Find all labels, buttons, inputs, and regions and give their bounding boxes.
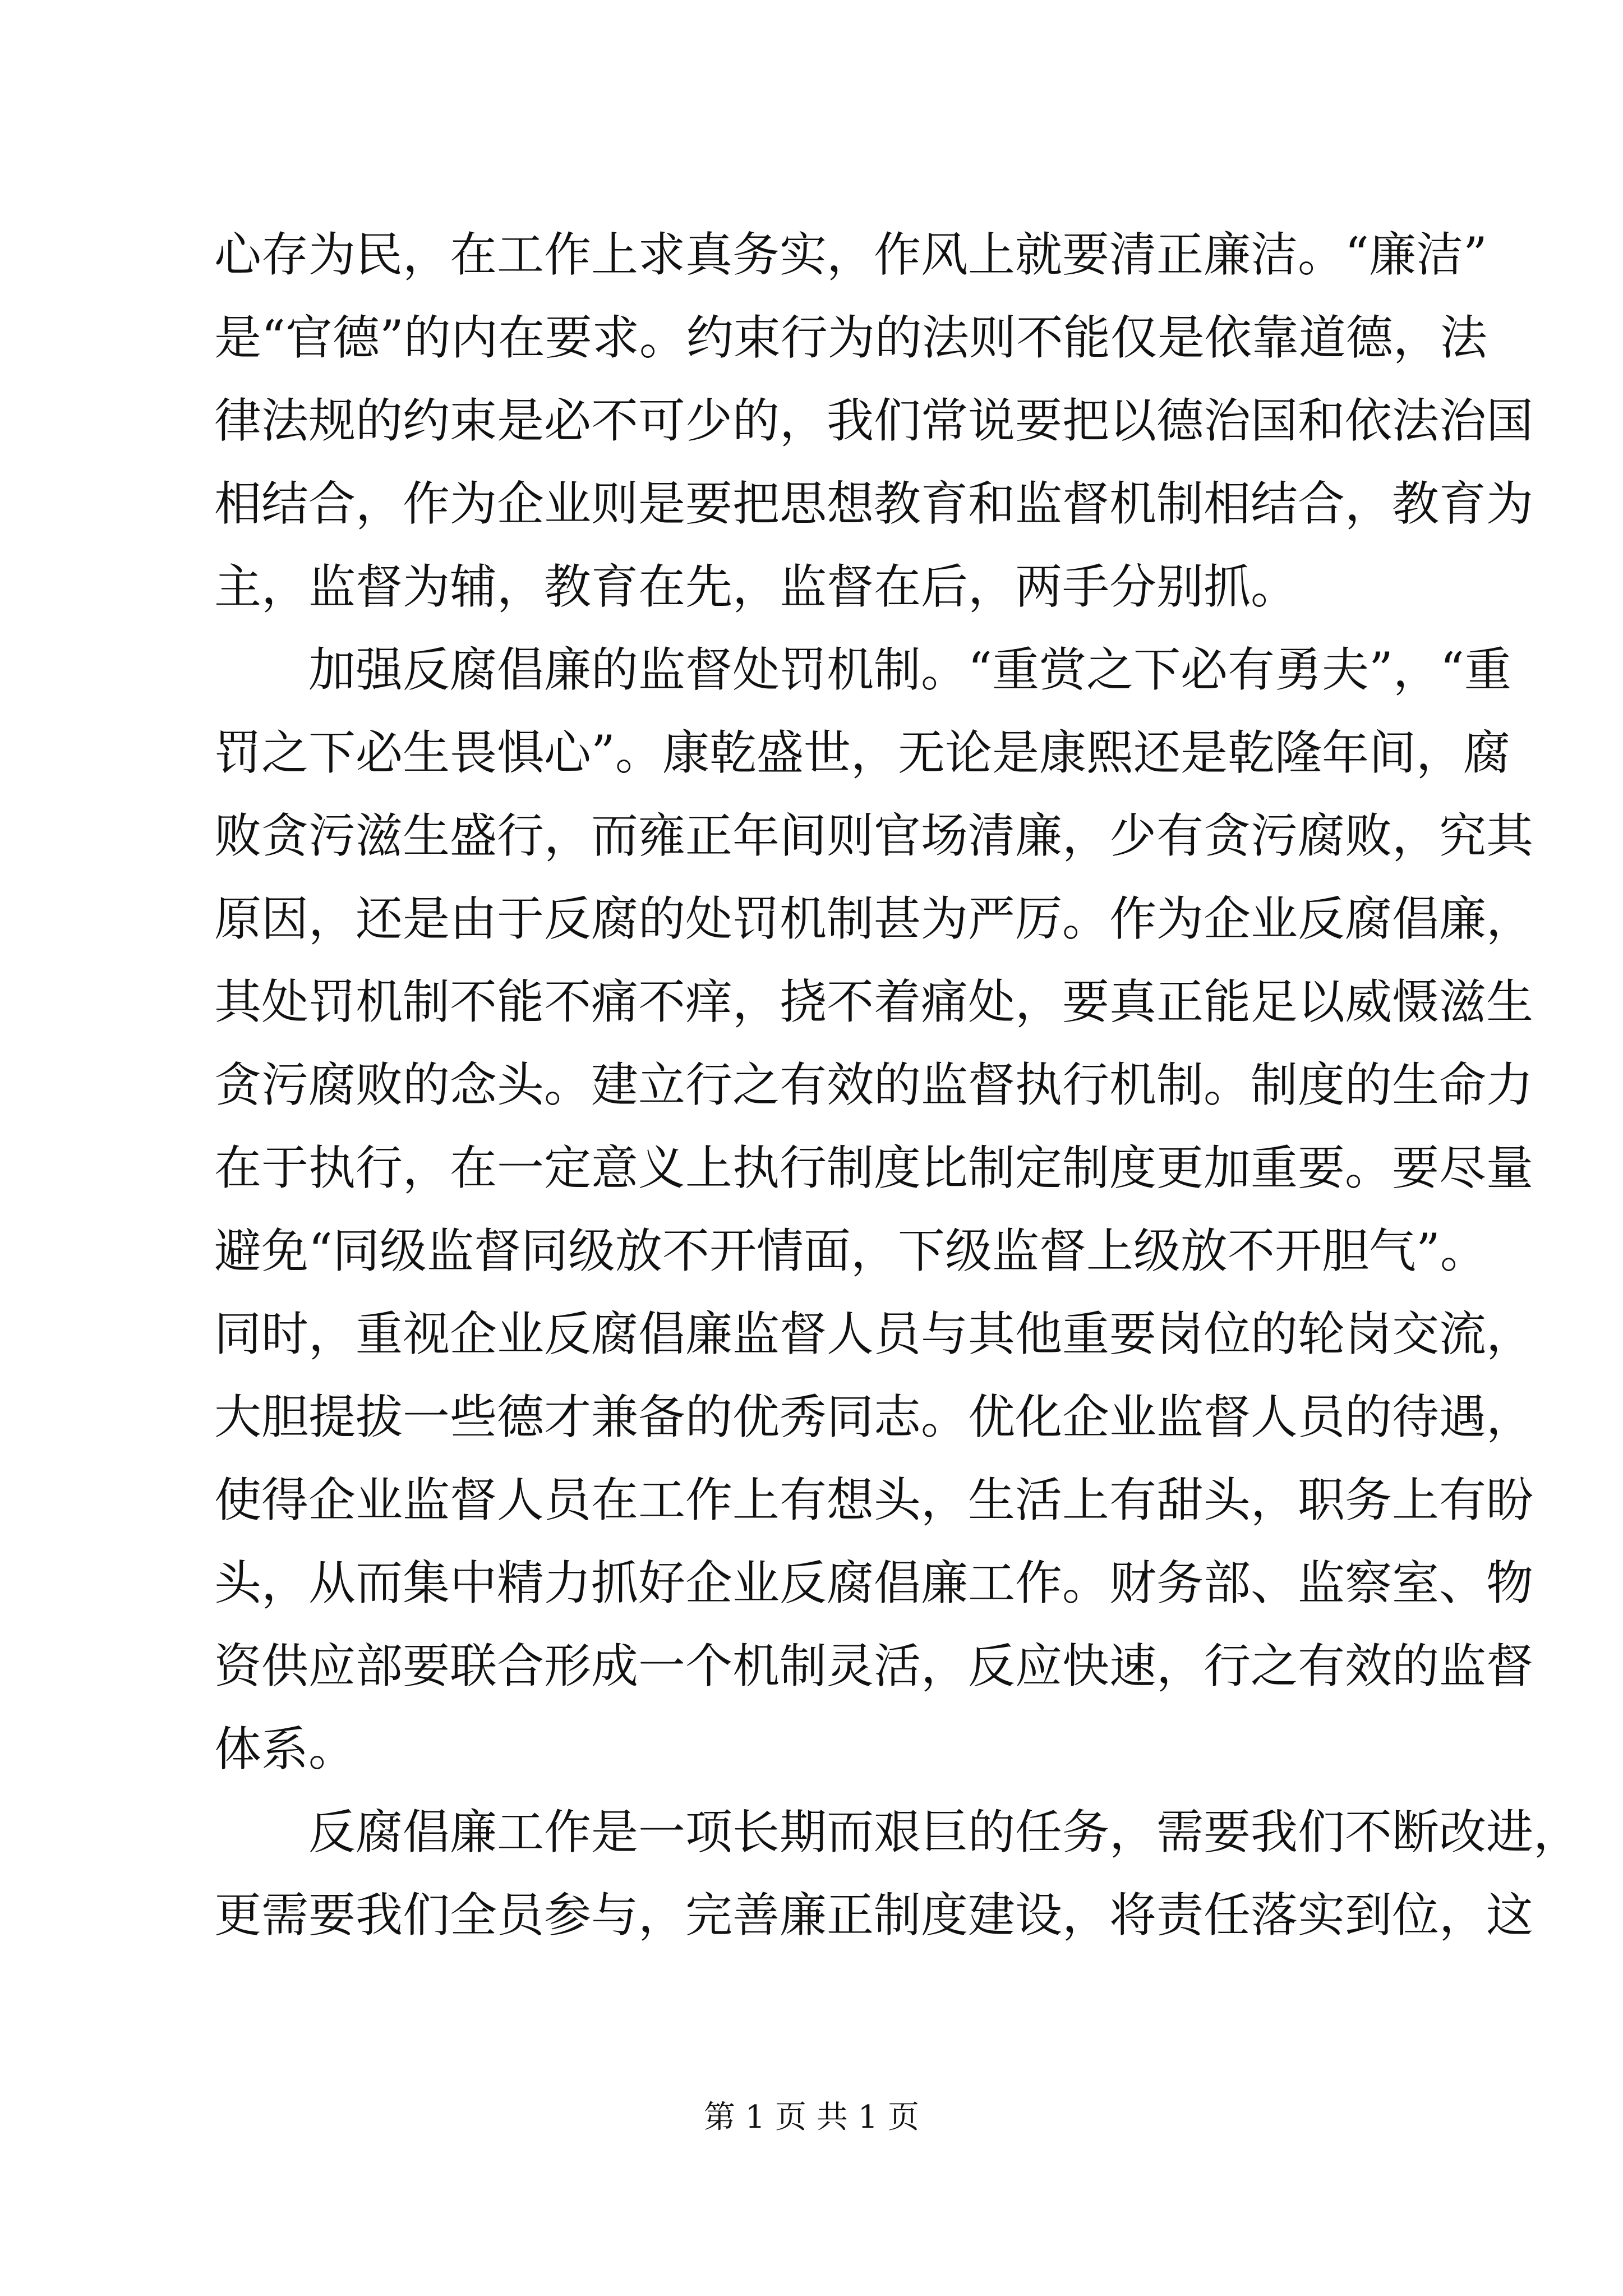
paragraph-2-line-2: 罚之下必生畏惧心”。康乾盛世，无论是康熙还是乾隆年间，腐 — [214, 725, 1510, 780]
paragraph-2-line-7: 在于执行，在一定意义上执行制度比制定制度更加重要。要尽量 — [214, 1140, 1534, 1195]
paragraph-3-line-2: 更需要我们全员参与，完善廉正制度建设，将责任落实到位，这 — [214, 1888, 1534, 1943]
paragraph-2-line-8: 避免“同级监督同级放不开情面，下级监督上级放不开胆气”。 — [214, 1223, 1487, 1278]
paragraph-1-line-5: 主，监督为辅，教育在先，监督在后，两手分别抓。 — [214, 559, 1298, 614]
paragraph-2-line-12: 头，从而集中精力抓好企业反腐倡廉工作。财务部、监察室、物 — [214, 1556, 1534, 1611]
paragraph-2-line-13: 资供应部要联合形成一个机制灵活，反应快速，行之有效的监督 — [214, 1639, 1534, 1694]
paragraph-1-line-4: 相结合，作为企业则是要把思想教育和监督机制相结合，教育为 — [214, 476, 1534, 531]
paragraph-3-line-1: 反腐倡廉工作是一项长期而艰巨的任务，需要我们不断改进， — [308, 1805, 1581, 1860]
paragraph-2-line-6: 贪污腐败的念头。建立行之有效的监督执行机制。制度的生命力 — [214, 1057, 1534, 1112]
paragraph-2-line-1: 加强反腐倡廉的监督处罚机制。“重赏之下必有勇夫”，“重 — [308, 642, 1511, 697]
paragraph-2-line-5: 其处罚机制不能不痛不痒，挠不着痛处，要真正能足以威慑滋生 — [214, 974, 1534, 1029]
paragraph-2-line-3: 败贪污滋生盛行，而雍正年间则官场清廉，少有贪污腐败，究其 — [214, 808, 1534, 863]
paragraph-2-line-14: 体系。 — [214, 1722, 356, 1777]
page-number-footer: 第 1 页 共 1 页 — [703, 2099, 920, 2136]
paragraph-1-line-2: 是“官德”的内在要求。约束行为的法则不能仅是依靠道德，法 — [214, 310, 1487, 365]
paragraph-2-line-11: 使得企业监督人员在工作上有想头，生活上有甜头，职务上有盼 — [214, 1473, 1534, 1527]
paragraph-2-line-10: 大胆提拔一些德才兼备的优秀同志。优化企业监督人员的待遇， — [214, 1389, 1534, 1444]
document-body — [214, 213, 1581, 1957]
paragraph-1-line-1: 心存为民，在工作上求真务实，作风上就要清正廉洁。“廉洁” — [214, 227, 1487, 282]
paragraph-2-line-4: 原因，还是由于反腐的处罚机制甚为严厉。作为企业反腐倡廉， — [214, 891, 1534, 946]
paragraph-1-line-3: 律法规的约束是必不可少的，我们常说要把以德治国和依法治国 — [214, 393, 1534, 448]
paragraph-2-line-9: 同时，重视企业反腐倡廉监督人员与其他重要岗位的轮岗交流， — [214, 1306, 1534, 1361]
